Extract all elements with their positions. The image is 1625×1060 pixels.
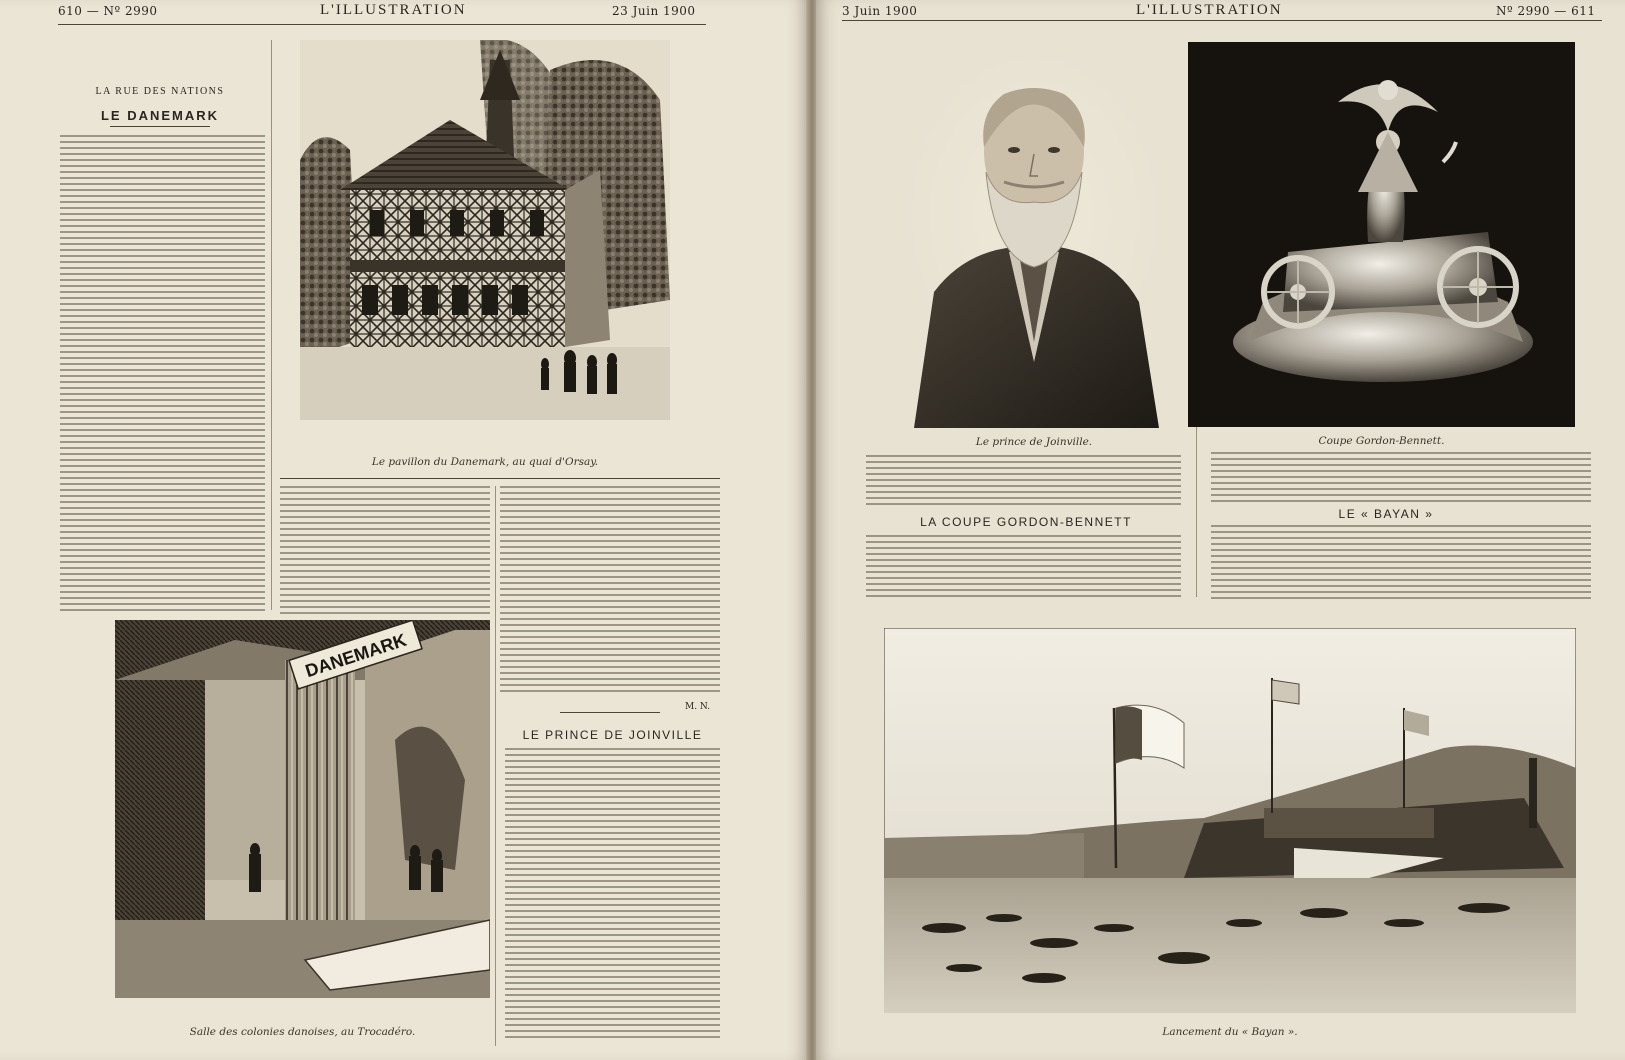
left-masthead: L'ILLUSTRATION	[320, 2, 467, 18]
figure-colonies-hall	[115, 620, 490, 998]
article-title-joinville: LE PRINCE DE JOINVILLE	[522, 728, 703, 742]
left-page	[0, 0, 808, 1060]
hall-banner-text: DANEMARK	[302, 629, 409, 682]
figure-gordon-bennett-cup	[1188, 42, 1575, 427]
portrait-text-continuation	[866, 455, 1181, 507]
left-date: 23 Juin 1900	[612, 4, 696, 18]
article-title-danemark: LE DANEMARK	[100, 108, 220, 123]
column-divider-1	[271, 40, 272, 610]
caption-prince-portrait: Le prince de Joinville.	[975, 436, 1093, 448]
article-text-column-2	[280, 486, 490, 614]
figure-danish-pavilion	[300, 40, 670, 420]
caption-danish-pavilion: Le pavillon du Danemark, au quai d'Orsay.	[371, 456, 599, 468]
title-underline	[110, 126, 210, 127]
article-text-column-1	[60, 135, 265, 613]
signature-rule	[560, 712, 660, 713]
article-signature: M. N.	[685, 702, 711, 712]
right-header-rule	[842, 20, 1602, 21]
article-title-gordon-bennett: LA COUPE GORDON-BENNETT	[920, 515, 1132, 529]
bayan-article-text	[1211, 525, 1591, 600]
right-page	[816, 0, 1625, 1060]
article-title-bayan: LE « BAYAN »	[1338, 507, 1434, 521]
column-divider-2	[495, 486, 496, 1046]
left-header-rule	[58, 24, 706, 25]
right-page-number: Nº 2990 — 611	[1496, 4, 1596, 18]
cup-text-continuation	[1211, 452, 1591, 502]
right-masthead: L'ILLUSTRATION	[1136, 2, 1283, 18]
article-text-column-4	[505, 748, 720, 1040]
left-page-number: 610 — Nº 2990	[58, 4, 158, 18]
figure-bayan-launch	[884, 628, 1576, 1013]
caption-bayan-launch: Lancement du « Bayan ».	[1162, 1026, 1298, 1038]
caption-colonies-hall: Salle des colonies danoises, au Trocadéro.	[189, 1026, 416, 1038]
caption-rule-pavilion	[280, 478, 720, 479]
figure-prince-portrait	[884, 42, 1184, 428]
right-date: 3 Juin 1900	[842, 4, 918, 18]
cup-article-text	[866, 535, 1181, 600]
caption-gordon-bennett-cup: Coupe Gordon-Bennett.	[1318, 435, 1445, 447]
article-text-column-3	[500, 486, 720, 696]
section-heading: LA RUE DES NATIONS	[95, 86, 225, 97]
